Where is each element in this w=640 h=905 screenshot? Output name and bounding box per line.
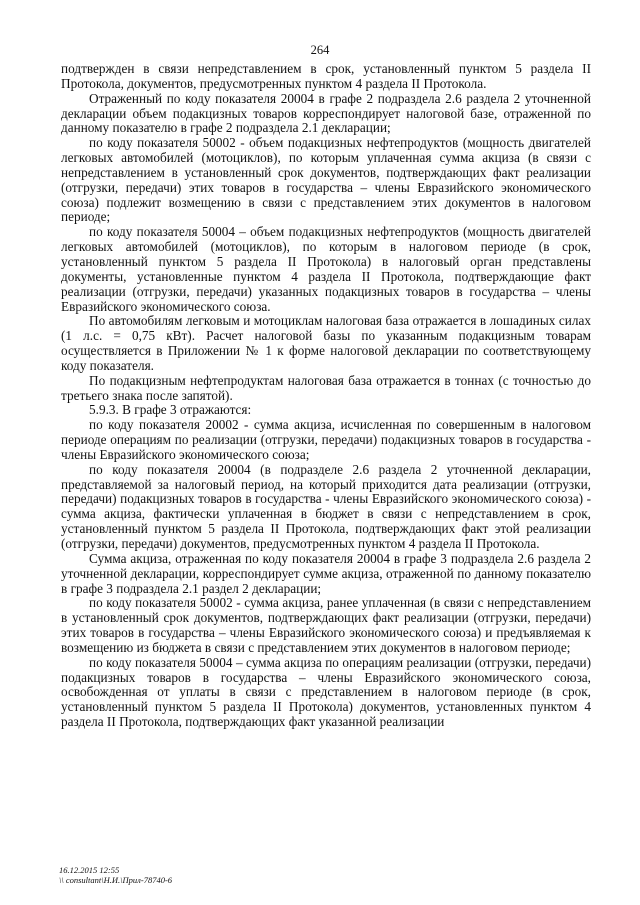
page-number: 264 xyxy=(310,43,330,57)
paragraph: 5.9.3. В графе 3 отражаются: xyxy=(89,402,252,418)
paragraph: по коду показателя 50002 - сумма акциза, ранее уплаченная (в связи с непредставлением в установленный срок документов, подтверждающих факт реализации (отгрузки, передачи) этих товаров в государства – члены Евразийского экономического союза) и предъявляемая к возмещению из бюджета в связи с представлением этих документов в налоговом периоде; xyxy=(61,595,591,655)
paragraph: Отраженный по коду показателя 20004 в графе 2 подраздела 2.6 раздела 2 уточненной декларации объем подакцизных товаров корреспондирует налоговой базе, отраженной по данному показателю в графе 2 подраздела 2.1 декларации; xyxy=(61,90,591,136)
paragraph: по коду показателя 50004 – сумма акциза по операциям реализации (отгрузки, передачи) подакцизных товаров в государства – члены Евразийского экономического союза, освобожденная от уплаты в связи с представлением в налоговом периоде (в срок, установленный пунктом 5 раздела II Протокола) документов, установленных пунктом 4 раздела II Протокола, подтверждающих факт указанной реализации xyxy=(61,654,591,730)
footer-timestamp: 16.12.2015 12:55 xyxy=(59,865,120,875)
paragraph: подтвержден в связи непредставлением в срок, установленный пунктом 5 раздела II Протокола, документов, предусмотренных пунктом 4 раздела II Протокола. xyxy=(61,61,591,91)
paragraph: По автомобилям легковым и мотоциклам налоговая база отражается в лошадиных силах (1 л.с. = 0,75 кВт). Расчет налоговой базы по указанным подакцизным товарам осуществляется в Приложении № 1 к форме налоговой декларации по соответствующему коду показателя. xyxy=(61,313,591,373)
paragraph: по коду показателя 20002 - сумма акциза, исчисленная по совершенным в налоговом периоде операциям по реализации (отгрузки, передачи) подакцизных товаров в государства - члены Евразийского экономического союза; xyxy=(61,417,591,462)
paragraph: по коду показателя 50002 - объем подакцизных нефтепродуктов (мощность двигателей легковых автомобилей (мотоциклов), по которым уплаченная сумма акциза (в связи с непредставлением в установленный срок документов, подтверждающих факт реализации (отгрузки, передачи) этих товаров в государства – члены Евразийского экономического союза) подлежит возмещению в связи с представлением этих документов в налоговом периоде; xyxy=(61,135,591,225)
print-footer xyxy=(59,866,172,885)
paragraph: Сумма акциза, отраженная по коду показателя 20004 в графе 3 подраздела 2.6 раздела 2 уточненной декларации, корреспондирует сумме акциза, отраженной по данному показателю в графе 3 подраздела 2.1 раздел 2 декларации; xyxy=(61,550,591,596)
body-text xyxy=(61,62,591,730)
paragraph: По подакцизным нефтепродуктам налоговая база отражается в тоннах (с точностью до третьего знака после запятой). xyxy=(61,372,591,403)
paragraph: по коду показателя 50004 – объем подакцизных нефтепродуктов (мощность двигателей легковых автомобилей (мотоциклов), по которым в налоговом периоде (в срок, установленный пунктом 5 раздела II Протокола) в налоговый орган представлены документы, установленные пунктом 4 раздела II Протокола, подтверждающие факт реализации (отгрузки, передачи) указанных подакцизных товаров в государства – члены Евразийского экономического союза. xyxy=(61,224,591,314)
footer-file-path: \\ consultant\Н.И.\Прил-78740-6 xyxy=(59,874,173,885)
paragraph: по коду показателя 20004 (в подразделе 2.6 раздела 2 уточненной декларации, представляемой за налоговый период, на который приходится дата реализации (отгрузки, передачи) подакцизных товаров в государства - члены Евразийского экономического союза) - сумма акциза, фактически уплаченная в бюджет в связи с непредставлением в срок, установленный пунктом 5 раздела II Протокола, подтверждающих факт этой реализации (отгрузки, передачи) документов, предусмотренных пунктом 4 раздела II Протокола. xyxy=(61,461,591,551)
